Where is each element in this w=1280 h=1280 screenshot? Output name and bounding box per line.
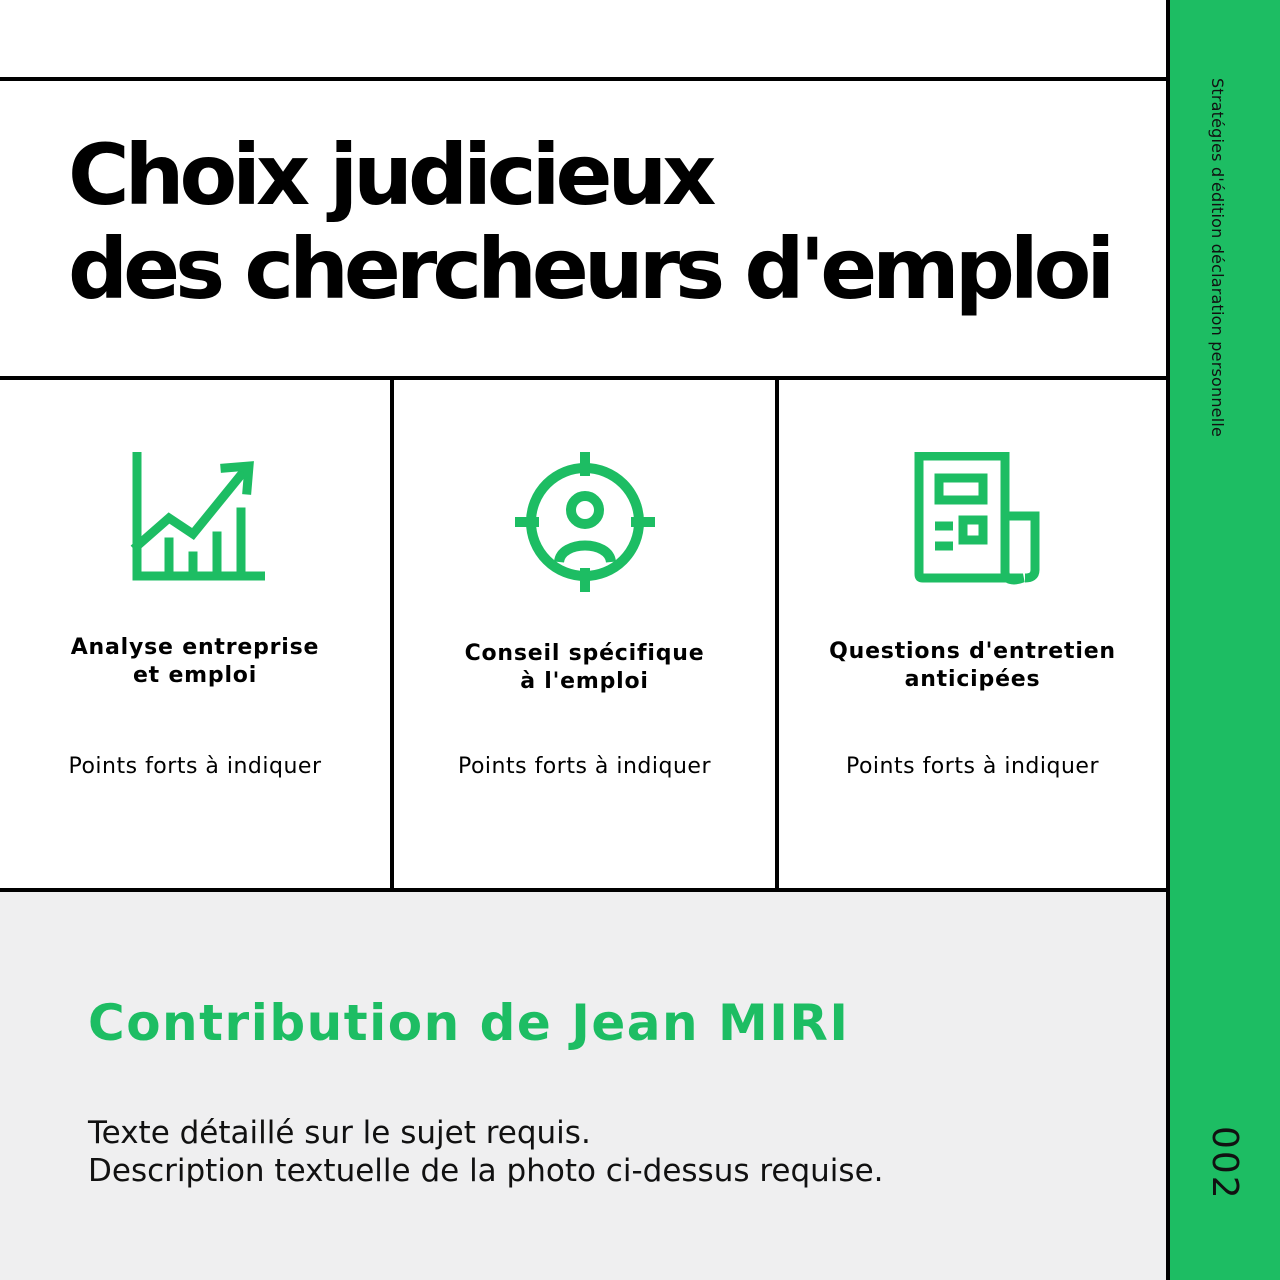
contribution-body: [88, 1114, 884, 1190]
card-company-analysis: [0, 382, 390, 890]
contribution-line-2: Description textuelle de la photo ci-dessus requise.: [88, 1153, 884, 1189]
card-subtitle: Points forts à indiquer: [845, 754, 1099, 779]
sidebar-caption: Stratégies d'édition déclaration personnelle: [1208, 78, 1227, 438]
card-subtitle: Points forts à indiquer: [68, 754, 322, 779]
card-title: Analyse entreprise et emploi: [70, 635, 320, 688]
card-job-advice: [394, 382, 775, 890]
growth-chart-icon: [125, 452, 265, 592]
divider-middle: [0, 376, 1166, 380]
card-interview-questions: [779, 382, 1166, 890]
newspaper-icon: [903, 452, 1043, 592]
divider-top: [0, 77, 1166, 81]
target-person-icon: [515, 452, 655, 592]
page-number: 002: [1204, 1126, 1245, 1201]
contribution-panel: [0, 892, 1166, 1280]
contribution-title: Contribution de Jean MIRI: [88, 994, 850, 1052]
page-title-line-1: Choix judicieux: [68, 126, 712, 224]
card-title: Conseil spécifique à l'emploi: [464, 641, 705, 694]
card-subtitle: Points forts à indiquer: [457, 754, 711, 779]
contribution-line-1: Texte détaillé sur le sujet requis.: [88, 1115, 591, 1151]
card-title: Questions d'entretien anticipées: [829, 639, 1116, 692]
page-title-line-2: des chercheurs d'emploi: [68, 220, 1111, 318]
page-title: [68, 128, 1110, 316]
